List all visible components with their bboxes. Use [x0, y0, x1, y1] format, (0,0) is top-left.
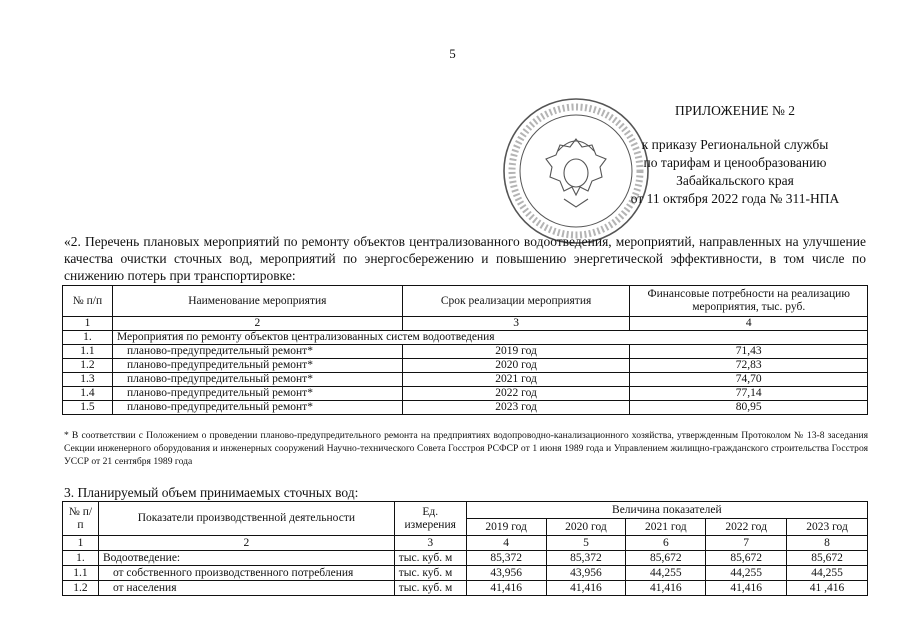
col-number: 1: [63, 317, 113, 331]
row-num: 1.1: [63, 566, 99, 581]
section3-title: 3. Планируемый объем принимаемых сточных вод:: [64, 485, 359, 500]
row-num: 1.2: [63, 581, 99, 596]
page-number: 5: [449, 46, 456, 61]
row-amount: 77,14: [630, 387, 868, 401]
header-year: 2021 год: [626, 519, 706, 536]
row-num: 1.1: [63, 345, 113, 359]
table-row: [63, 387, 868, 401]
table-row: [63, 345, 868, 359]
row-year: 2020 год: [402, 359, 630, 373]
col-number: 1: [63, 536, 99, 551]
repair-measures-table: [62, 285, 868, 415]
group-num: 1.: [63, 331, 113, 345]
table-row: [63, 401, 868, 415]
row-year: 2019 год: [402, 345, 630, 359]
row-value: 41,416: [466, 581, 546, 596]
row-num: 1.2: [63, 359, 113, 373]
row-value: 85,672: [787, 551, 868, 566]
header-num: № п/п: [63, 286, 113, 317]
row-value: 43,956: [466, 566, 546, 581]
row-value: 85,372: [466, 551, 546, 566]
header-indicator: Показатели производственной деятельности: [98, 502, 394, 536]
row-num: 1.5: [63, 401, 113, 415]
row-value: 44,255: [626, 566, 706, 581]
table-row: [63, 566, 868, 581]
wastewater-volume-table: [62, 501, 868, 596]
row-name: планово-предупредительный ремонт*: [112, 401, 402, 415]
header-year: 2019 год: [466, 519, 546, 536]
row-unit: тыс. куб. м: [394, 581, 466, 596]
header-year: 2022 год: [706, 519, 787, 536]
col-number: 3: [394, 536, 466, 551]
col-number: 6: [626, 536, 706, 551]
row-value: 41,416: [626, 581, 706, 596]
section2-title: «2. Перечень плановых мероприятий по ремонту объектов централизованного водоотведения, мероприятий, направленных на улучшение качества очистки сточных вод, мероприятий по энергосбережению и повышению энергетической эффективности, в том числе по снижению потерь при транспортировке:: [64, 234, 866, 283]
row-value: 44,255: [787, 566, 868, 581]
row-year: 2022 год: [402, 387, 630, 401]
header-num: № п/п: [63, 502, 99, 536]
row-name: планово-предупредительный ремонт*: [112, 345, 402, 359]
row-value: 85,672: [706, 551, 787, 566]
row-num: 1.4: [63, 387, 113, 401]
table-row: [63, 551, 868, 566]
row-year: 2021 год: [402, 373, 630, 387]
table-row: [63, 359, 868, 373]
col-number: 2: [112, 317, 402, 331]
footnote: * В соответствии с Положением о проведении планово-предупредительного ремонта на предприятиях водопроводно-канализационного хозяйства, утвержденным Протоколом № 13-8 заседания Секции инженерного оборудования и инженерных сооружений Научно-технического Совета Госстроя РСФСР от 1 июня 1989 года и Управлением жилищно-гражданского строительства Госстроя УССР от 21 сентября 1989 года: [64, 430, 868, 467]
appendix-title: ПРИЛОЖЕНИЕ № 2: [674, 103, 796, 118]
header-name: Наименование мероприятия: [112, 286, 402, 317]
row-num: 1.: [63, 551, 99, 566]
row-name: от населения: [98, 581, 394, 596]
row-value: 44,255: [706, 566, 787, 581]
col-number: 4: [630, 317, 868, 331]
row-name: планово-предупредительный ремонт*: [112, 373, 402, 387]
appendix-line: от 11 октября 2022 года № 311-НПА: [630, 191, 840, 206]
header-finance: Финансовые потребности на реализацию мероприятия, тыс. руб.: [630, 286, 868, 317]
row-value: 41 ,416: [787, 581, 868, 596]
row-num: 1.3: [63, 373, 113, 387]
appendix-header: [610, 102, 860, 208]
row-amount: 71,43: [630, 345, 868, 359]
row-amount: 72,83: [630, 359, 868, 373]
row-name: планово-предупредительный ремонт*: [112, 359, 402, 373]
appendix-line: к приказу Региональной службы: [641, 137, 829, 152]
row-value: 41,416: [706, 581, 787, 596]
header-term: Срок реализации мероприятия: [402, 286, 630, 317]
row-unit: тыс. куб. м: [394, 566, 466, 581]
row-unit: тыс. куб. м: [394, 551, 466, 566]
row-amount: 74,70: [630, 373, 868, 387]
group-label: Мероприятия по ремонту объектов централизованных систем водоотведения: [112, 331, 867, 345]
col-number: 7: [706, 536, 787, 551]
col-number: 3: [402, 317, 630, 331]
row-value: 41,416: [546, 581, 626, 596]
col-number: 5: [546, 536, 626, 551]
row-name: от собственного производственного потребления: [98, 566, 394, 581]
row-year: 2023 год: [402, 401, 630, 415]
col-number: 4: [466, 536, 546, 551]
appendix-line: по тарифам и ценообразованию: [643, 155, 827, 170]
row-name: планово-предупредительный ремонт*: [112, 387, 402, 401]
table-row: [63, 373, 868, 387]
header-year: 2020 год: [546, 519, 626, 536]
row-value: 85,672: [626, 551, 706, 566]
row-amount: 80,95: [630, 401, 868, 415]
appendix-line: Забайкальского края: [676, 173, 794, 188]
col-number: 8: [787, 536, 868, 551]
header-unit: Ед. измерения: [394, 502, 466, 536]
header-year: 2023 год: [787, 519, 868, 536]
row-value: 85,372: [546, 551, 626, 566]
row-value: 43,956: [546, 566, 626, 581]
header-values: Величина показателей: [466, 502, 867, 519]
row-name: Водоотведение:: [98, 551, 394, 566]
table-row: [63, 581, 868, 596]
col-number: 2: [98, 536, 394, 551]
